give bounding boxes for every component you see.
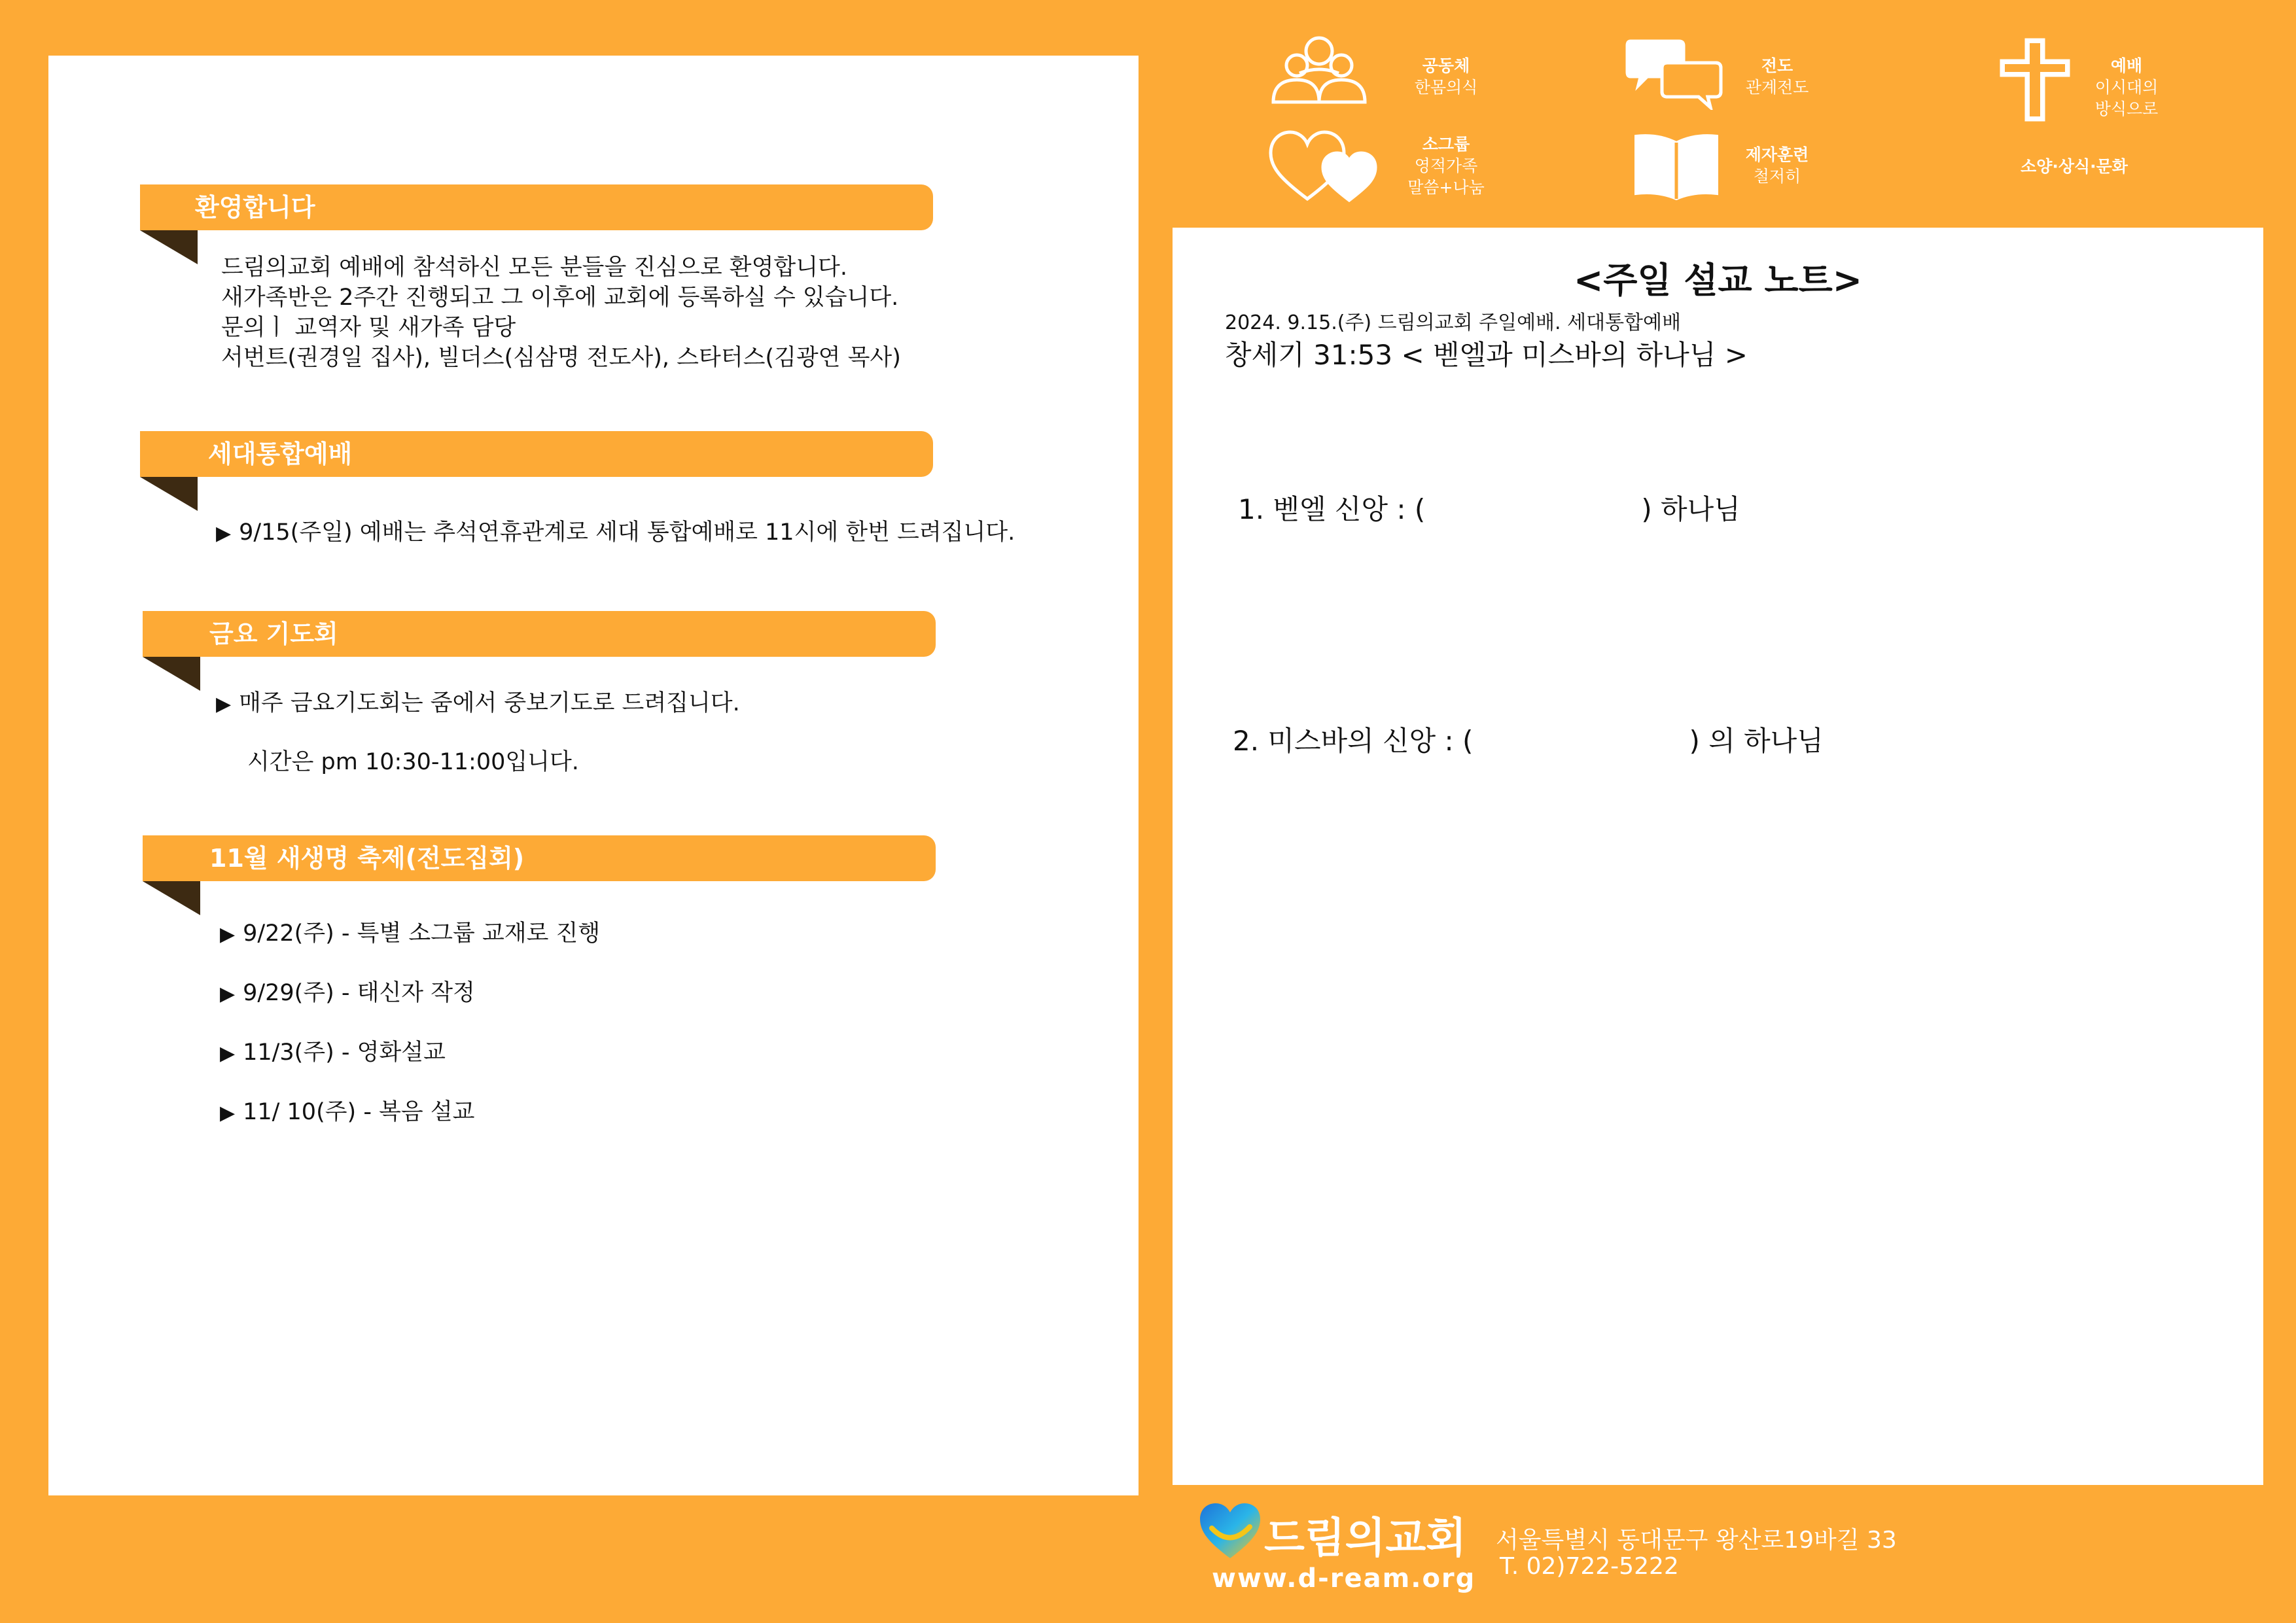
church-address: 서울특별시 동대문구 왕산로19바길 33 [1496, 1527, 1897, 1554]
value-line: 영적가족 [1414, 156, 1478, 175]
speech-bubbles-icon [1625, 37, 1723, 110]
service-info: 2024. 9.15.(주) 드림의교회 주일예배. 세대통합예배 [1225, 311, 1681, 334]
value-label-smallgroup [1407, 133, 1485, 198]
list-item [220, 978, 475, 1009]
ribbon-fold [140, 230, 198, 264]
welcome-line: 문의ㅣ 교역자 및 새가족 담당 [221, 315, 516, 341]
church-website[interactable]: www.d-ream.org [1212, 1563, 1476, 1594]
section-title: 세대통합예배 [208, 440, 353, 468]
church-logo-icon [1199, 1502, 1262, 1561]
section-title: 환영합니다 [195, 193, 315, 222]
list-item [216, 517, 1015, 549]
section-header-festival [143, 835, 936, 881]
ribbon-fold [140, 477, 198, 511]
list-item-text: 11/ 10(주) - 복음 설교 [243, 1099, 475, 1125]
value-label-discipleship [1738, 144, 1816, 187]
church-phone: T. 02)722-5222 [1500, 1553, 1679, 1580]
value-line: 철저히 [1753, 167, 1801, 186]
sermon-note-title: <주일 설교 노트> [1573, 260, 1863, 301]
section-header-welcome [140, 184, 933, 230]
value-line: 방식으로 [2094, 99, 2159, 118]
list-item-text: 9/29(주) - 태신자 작정 [243, 980, 475, 1006]
welcome-line: 새가족반은 2주간 진행되고 그 이후에 교회에 등록하실 수 있습니다. [221, 285, 899, 311]
list-item [216, 688, 740, 720]
value-title: 제자훈련 [1745, 145, 1809, 164]
ribbon-fold [143, 657, 200, 691]
note-item-prefix: 1. 벧엘 신앙 : ( [1238, 493, 1426, 525]
value-title: 예배 [2110, 56, 2143, 75]
list-item [220, 1097, 474, 1128]
note-item-prefix: 2. 미스바의 신앙 : ( [1233, 725, 1474, 757]
community-icon [1269, 34, 1369, 105]
note-item-1 [1238, 488, 1740, 527]
bullet-icon: ▶ [220, 923, 236, 946]
list-item-text: 9/15(주일) 예배는 추석연휴관계로 세대 통합예배로 11시에 한번 드려집니다. [239, 519, 1016, 546]
value-line: 관계전도 [1745, 78, 1809, 97]
value-label-community [1407, 55, 1485, 98]
section-header-intergenerational [140, 431, 933, 477]
note-item-2 [1233, 720, 1824, 759]
note-item-suffix: ) 하나님 [1641, 493, 1740, 525]
value-title: 전도 [1761, 56, 1793, 75]
welcome-line: 서번트(권경일 집사), 빌더스(심삼명 전도사), 스타터스(김광연 목사) [221, 345, 901, 371]
value-label-evangelism [1738, 55, 1816, 98]
section-header-friday-prayer [143, 611, 936, 657]
bullet-icon: ▶ [216, 693, 232, 716]
scripture-reference: 창세기 31:53 < 벧엘과 미스바의 하나님 > [1225, 339, 1748, 371]
note-item-suffix: ) 의 하나님 [1689, 725, 1824, 757]
value-line: 이시대의 [2094, 78, 2159, 97]
value-line: 말씀+나눔 [1407, 178, 1485, 197]
list-item [220, 1038, 446, 1069]
church-name: 드림의교회 [1264, 1514, 1467, 1563]
bullet-icon: ▶ [220, 1042, 236, 1065]
cross-icon [1998, 37, 2072, 123]
bullet-icon: ▶ [220, 983, 236, 1005]
bullet-icon: ▶ [216, 522, 232, 545]
value-line: 소양·상식·문화 [2021, 157, 2128, 176]
welcome-line: 드림의교회 예배에 참석하신 모든 분들을 진심으로 환영합니다. [221, 254, 847, 281]
list-item-text: 매주 금요기도회는 줌에서 중보기도로 드려집니다. [239, 690, 740, 716]
value-line: 한몸의식 [1414, 78, 1478, 97]
section-title: 11월 새생명 축제(전도집회) [209, 844, 525, 873]
list-item [220, 918, 600, 950]
ribbon-fold [143, 881, 200, 915]
list-item-text: 11/3(주) - 영화설교 [243, 1039, 446, 1066]
open-book-icon [1632, 131, 1721, 200]
value-title: 공동체 [1422, 56, 1470, 75]
hearts-icon [1268, 130, 1381, 203]
bullet-icon: ▶ [220, 1102, 236, 1125]
value-label-worship [2087, 55, 2166, 120]
sermon-note-panel [1173, 228, 2263, 1485]
value-label-culture [2002, 156, 2146, 177]
value-title: 소그룹 [1422, 135, 1470, 154]
section-title: 금요 기도회 [209, 620, 338, 648]
prayer-time-text: 시간은 pm 10:30-11:00입니다. [247, 749, 579, 775]
list-item-text: 9/22(주) - 특별 소그룹 교재로 진행 [243, 920, 601, 947]
